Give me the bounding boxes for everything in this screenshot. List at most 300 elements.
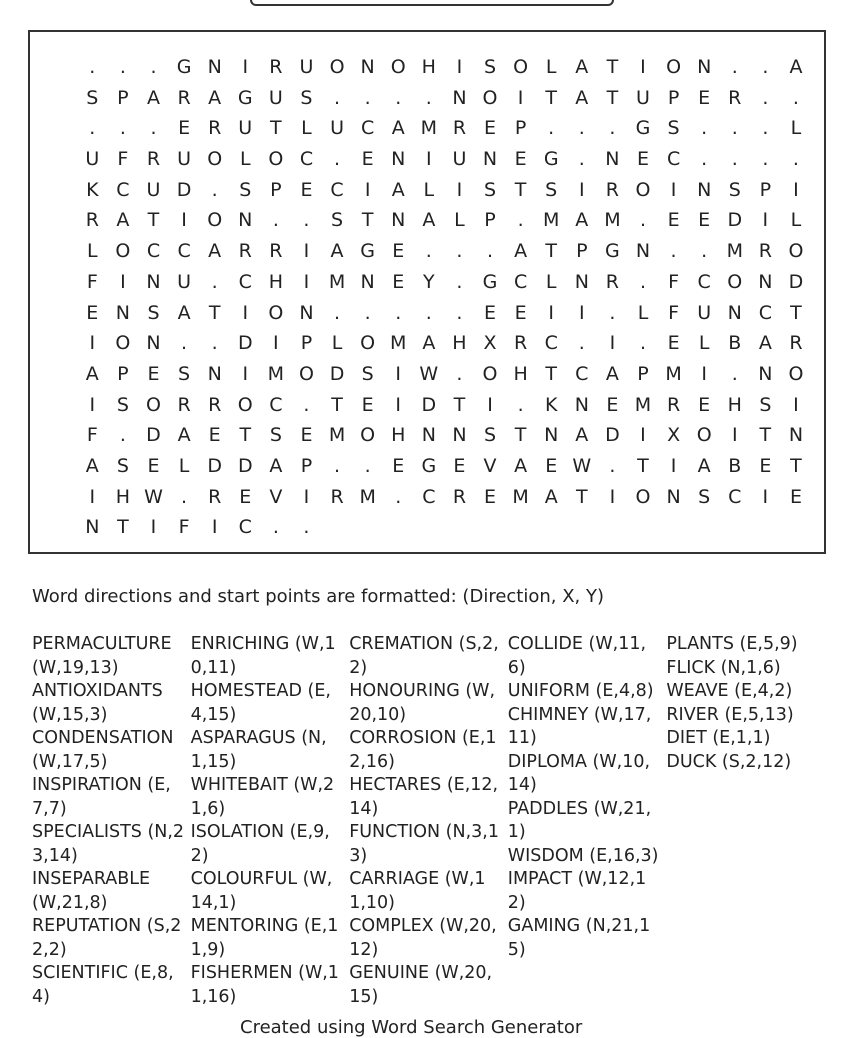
grid-cell: W — [144, 485, 163, 508]
grid-cell: . — [303, 393, 310, 416]
grid-cell: . — [395, 86, 402, 109]
grid-cell: E — [759, 454, 772, 477]
grid-cell: I — [762, 209, 769, 232]
grid-cell: G — [421, 454, 437, 477]
grid-cell: T — [545, 362, 557, 385]
grid-cell: M — [726, 240, 743, 263]
grid-cell: P — [484, 209, 496, 232]
grid-cell: A — [116, 209, 130, 232]
grid-cell: O — [635, 178, 651, 201]
grid-cell: . — [89, 117, 96, 140]
grid-cell: N — [146, 270, 161, 293]
grid-cell: L — [545, 56, 557, 78]
grid-cell: T — [117, 516, 129, 539]
grid-cell: D — [788, 270, 804, 293]
word-item: PLANTS (E,5,9) — [666, 634, 798, 654]
grid-cell: S — [759, 393, 772, 416]
grid-cell: N — [85, 516, 100, 539]
grid-cell: L — [454, 209, 465, 232]
grid-cell: F — [178, 516, 190, 539]
grid-cell: . — [762, 117, 769, 140]
grid-cell: M — [543, 209, 560, 232]
word-column — [191, 633, 350, 1009]
grid-cell: A — [422, 332, 436, 355]
grid-cell: I — [578, 178, 585, 201]
grid-cell: . — [334, 86, 341, 109]
grid-cell: P — [270, 178, 282, 201]
grid-cell: N — [482, 148, 498, 171]
word-column — [508, 633, 667, 1009]
grid-cell: R — [208, 117, 222, 140]
grid-cell: U — [85, 148, 100, 171]
grid-cell: . — [303, 209, 310, 232]
grid-cell: . — [639, 270, 646, 293]
grid-cell: B — [728, 454, 742, 477]
grid-cell: E — [484, 485, 497, 508]
grid-cell: T — [545, 240, 557, 263]
grid-cell: O — [268, 148, 284, 171]
grid-cell: T — [147, 209, 160, 232]
grid-cell: . — [181, 332, 188, 355]
grid-cell: R — [452, 117, 467, 140]
grid-cell: U — [636, 86, 650, 109]
grid-cell: . — [731, 56, 738, 78]
grid-cell: D — [237, 332, 253, 355]
grid-cell: I — [731, 424, 738, 447]
letter-grid — [77, 52, 811, 543]
word-item: HECTARES (E,12,14) — [349, 775, 499, 819]
grid-cell: . — [731, 148, 738, 171]
grid-cell: C — [728, 485, 742, 508]
grid-cell: I — [456, 178, 463, 201]
grid-cell: . — [425, 301, 432, 324]
word-item: WHITEBAIT (W,21,6) — [190, 775, 335, 819]
word-item: CORROSION (E,12,16) — [349, 728, 497, 772]
grid-cell: E — [636, 148, 649, 171]
word-item: CREMATION (S,2,2) — [349, 634, 499, 678]
word-item: ANTIOXIDANTS (W,15,3) — [32, 681, 163, 725]
grid-cell: . — [211, 178, 218, 201]
grid-cell: U — [452, 148, 467, 171]
word-list — [32, 633, 842, 1009]
grid-cell: A — [575, 86, 589, 109]
grid-cell: H — [513, 362, 528, 385]
grid-cell: E — [239, 485, 252, 508]
grid-cell: A — [208, 240, 222, 263]
grid-cell: N — [697, 178, 712, 201]
grid-cell: G — [482, 270, 498, 293]
grid-cell: T — [545, 86, 557, 109]
grid-cell: R — [758, 240, 772, 263]
grid-cell: N — [452, 86, 467, 109]
grid-cell: P — [637, 362, 649, 385]
grid-cell: I — [364, 178, 371, 201]
word-item: FUNCTION (N,3,13) — [349, 822, 499, 866]
grid-cell: A — [85, 362, 99, 385]
grid-cell: M — [634, 393, 652, 416]
word-item: SPECIALISTS (N,23,14) — [32, 822, 185, 866]
grid-cell: R — [177, 86, 191, 109]
grid-cell: N — [360, 56, 375, 78]
grid-cell: H — [452, 332, 467, 355]
grid-cell: D — [207, 454, 222, 477]
grid-cell: A — [269, 454, 283, 477]
grid-cell: I — [793, 393, 799, 416]
grid-cell: L — [239, 148, 251, 171]
grid-cell: F — [668, 301, 680, 324]
word-item: GENUINE (W,20,15) — [349, 963, 493, 1007]
grid-cell: C — [544, 332, 558, 355]
grid-cell: E — [208, 424, 221, 447]
grid-cell: B — [728, 332, 742, 355]
grid-cell: . — [364, 301, 371, 324]
grid-cell: O — [727, 270, 743, 293]
grid-cell: O — [237, 393, 253, 416]
word-column — [666, 633, 825, 1009]
grid-cell: U — [146, 178, 161, 201]
word-column — [32, 633, 191, 1009]
grid-cell: F — [668, 270, 680, 293]
grid-cell: T — [453, 393, 466, 416]
grid-cell: . — [762, 148, 769, 171]
grid-cell: R — [605, 178, 619, 201]
grid-cell: . — [731, 362, 738, 385]
grid-cell: R — [452, 485, 467, 508]
grid-cell: C — [299, 148, 314, 171]
grid-cell: P — [759, 178, 772, 201]
grid-cell: T — [361, 209, 374, 232]
grid-cell: R — [666, 393, 681, 416]
grid-cell: I — [242, 301, 249, 324]
grid-cell: S — [483, 56, 497, 78]
grid-cell: G — [237, 86, 253, 109]
grid-cell: . — [334, 454, 341, 477]
grid-cell: H — [268, 270, 283, 293]
grid-cell: C — [177, 240, 191, 263]
grid-cell: P — [576, 240, 588, 263]
grid-cell: . — [609, 117, 616, 140]
grid-cell: I — [609, 485, 616, 508]
grid-cell: N — [605, 148, 620, 171]
grid-cell: U — [697, 301, 712, 324]
grid-cell: K — [544, 393, 558, 416]
grid-cell: . — [211, 270, 218, 293]
grid-cell: O — [513, 56, 529, 78]
grid-cell: . — [670, 240, 677, 263]
word-item: REPUTATION (S,22,2) — [32, 916, 182, 960]
grid-cell: N — [758, 362, 773, 385]
grid-cell: I — [303, 485, 310, 508]
grid-cell: . — [639, 209, 646, 232]
grid-cell: C — [575, 362, 589, 385]
grid-cell: . — [578, 117, 585, 140]
grid-cell: O — [298, 362, 314, 385]
grid-cell: . — [792, 148, 799, 171]
grid-cell: D — [146, 424, 161, 447]
grid-cell: T — [790, 301, 802, 324]
grid-cell: C — [238, 516, 252, 539]
word-item: SCIENTIFIC (E,8,4) — [32, 963, 174, 1007]
grid-cell: A — [391, 178, 405, 201]
grid-cell: S — [300, 86, 313, 109]
grid-cell: F — [117, 148, 129, 171]
grid-cell: . — [609, 301, 616, 324]
grid-cell: M — [512, 485, 529, 508]
grid-cell: A — [177, 301, 191, 324]
grid-cell: L — [301, 117, 312, 140]
grid-cell: O — [788, 240, 804, 263]
grid-cell: I — [609, 332, 616, 355]
grid-cell: R — [514, 332, 528, 355]
grid-cell: D — [605, 424, 620, 447]
grid-cell: I — [793, 178, 799, 201]
grid-cell: U — [268, 86, 283, 109]
word-item: IMPACT (W,12,12) — [507, 869, 647, 913]
grid-cell: E — [698, 393, 711, 416]
grid-cell: I — [150, 516, 157, 539]
grid-cell: N — [207, 362, 222, 385]
word-item: CHIMNEY (W,17,11) — [507, 704, 652, 748]
grid-cell: R — [208, 485, 222, 508]
grid-cell: M — [328, 270, 346, 293]
grid-cell: . — [639, 332, 646, 355]
word-item: INSPIRATION (E,7,7) — [32, 775, 171, 819]
grid-cell: T — [270, 117, 282, 140]
grid-cell: . — [272, 209, 279, 232]
grid-cell: M — [665, 362, 682, 385]
grid-cell: . — [792, 86, 799, 109]
grid-cell: E — [361, 393, 374, 416]
grid-cell: A — [758, 332, 772, 355]
grid-cell: O — [482, 362, 498, 385]
grid-cell: I — [273, 332, 279, 355]
grid-cell: . — [181, 485, 188, 508]
grid-cell: N — [299, 301, 314, 324]
grid-cell: . — [701, 240, 708, 263]
grid-cell: E — [147, 362, 160, 385]
grid-cell: G — [176, 56, 192, 78]
grid-cell: . — [211, 332, 218, 355]
grid-cell: F — [86, 424, 98, 447]
grid-cell: O — [360, 424, 376, 447]
grid-cell: S — [331, 209, 344, 232]
grid-cell: I — [303, 240, 310, 263]
grid-cell: I — [395, 362, 402, 385]
grid-cell: G — [360, 240, 375, 263]
grid-cell: S — [698, 485, 711, 508]
grid-cell: P — [300, 454, 313, 477]
grid-cell: . — [548, 117, 555, 140]
word-item: ISOLATION (E,9,2) — [190, 822, 330, 866]
grid-cell: . — [364, 86, 371, 109]
grid-cell: I — [578, 301, 585, 324]
grid-cell: C — [146, 240, 161, 263]
grid-cell: I — [456, 56, 463, 78]
word-item: COLOURFUL (W,14,1) — [190, 869, 333, 913]
grid-cell: U — [177, 270, 192, 293]
grid-cell: I — [242, 362, 249, 385]
grid-cell: E — [392, 270, 405, 293]
grid-cell: C — [422, 485, 436, 508]
word-item: ENRICHING (W,10,11) — [190, 634, 336, 678]
grid-cell: T — [606, 86, 619, 109]
grid-cell: . — [762, 56, 769, 78]
grid-cell: . — [425, 86, 432, 109]
grid-cell: . — [701, 148, 708, 171]
grid-cell: C — [758, 301, 772, 324]
word-item: WISDOM (E,16,3) — [507, 845, 659, 866]
word-item: WEAVE (E,4,2) — [666, 681, 793, 701]
grid-cell: E — [392, 454, 405, 477]
grid-cell: A — [605, 362, 619, 385]
grid-cell: M — [604, 209, 621, 232]
grid-cell: S — [361, 362, 374, 385]
grid-cell: L — [331, 332, 343, 355]
grid-cell: I — [640, 56, 646, 78]
grid-cell: O — [207, 209, 223, 232]
grid-cell: A — [391, 117, 405, 140]
grid-cell: . — [701, 117, 708, 140]
word-column — [349, 633, 508, 1009]
grid-cell: N — [727, 301, 742, 324]
word-item: MENTORING (E,11,9) — [190, 916, 339, 960]
grid-cell: F — [86, 270, 98, 293]
grid-cell: . — [456, 301, 463, 324]
word-item: DIPLOMA (W,10,14) — [507, 751, 651, 795]
grid-cell: . — [425, 240, 432, 263]
grid-cell: O — [390, 56, 406, 78]
grid-cell: A — [177, 424, 191, 447]
grid-cell: L — [790, 117, 802, 140]
grid-cell: E — [698, 209, 711, 232]
grid-cell: I — [89, 485, 96, 508]
grid-cell: N — [544, 424, 559, 447]
grid-cell: H — [391, 424, 406, 447]
grid-cell: U — [330, 117, 344, 140]
grid-cell: S — [483, 178, 497, 201]
grid-cell: T — [575, 485, 588, 508]
grid-cell: X — [483, 332, 497, 355]
word-item: HONOURING (W,20,10) — [349, 681, 496, 725]
grid-cell: . — [119, 424, 126, 447]
grid-cell: L — [790, 209, 802, 232]
grid-cell: S — [239, 178, 252, 201]
grid-cell: . — [731, 117, 738, 140]
grid-cell: N — [360, 270, 375, 293]
grid-cell: I — [762, 485, 769, 508]
grid-cell: K — [86, 178, 99, 201]
grid-cell: G — [543, 148, 559, 171]
grid-cell: C — [238, 270, 252, 293]
word-item: UNIFORM (E,4,8) — [507, 681, 654, 701]
grid-cell: C — [697, 270, 711, 293]
grid-cell: S — [667, 117, 680, 140]
grid-cell: A — [330, 240, 344, 263]
grid-cell: H — [115, 485, 131, 508]
grid-cell: M — [267, 362, 285, 385]
grid-cell: I — [303, 270, 310, 293]
grid-cell: I — [487, 393, 493, 416]
grid-cell: O — [146, 393, 161, 416]
grid-cell: L — [423, 178, 435, 201]
grid-cell: U — [238, 117, 253, 140]
word-item: DUCK (S,2,12) — [666, 751, 792, 772]
grid-cell: . — [609, 454, 616, 477]
word-item: FLICK (N,1,6) — [666, 657, 781, 678]
grid-cell: . — [364, 454, 371, 477]
grid-cell: I — [211, 516, 218, 539]
grid-cell: . — [119, 56, 126, 78]
grid-cell: O — [268, 301, 284, 324]
word-item: DIET (E,1,1) — [666, 728, 771, 748]
grid-cell: L — [178, 454, 190, 477]
grid-cell: P — [667, 86, 680, 109]
grid-cell: N — [697, 56, 712, 78]
grid-cell: C — [269, 393, 283, 416]
grid-cell: R — [238, 240, 252, 263]
grid-cell: D — [176, 178, 192, 201]
grid-cell: . — [486, 240, 494, 263]
grid-cell: . — [456, 362, 463, 385]
grid-cell: N — [574, 270, 589, 293]
grid-cell: N — [574, 393, 589, 416]
top-header-tab — [250, 0, 614, 6]
grid-cell: P — [117, 362, 129, 385]
grid-cell: R — [269, 56, 283, 78]
grid-cell: I — [670, 454, 677, 477]
word-item: PERMACULTURE (W,19,13) — [32, 634, 172, 678]
grid-cell: S — [178, 362, 191, 385]
word-item: INSEPARABLE (W,21,8) — [32, 869, 151, 913]
grid-cell: R — [208, 393, 222, 416]
grid-cell: N — [421, 424, 436, 447]
grid-cell: C — [116, 178, 130, 201]
grid-cell: G — [605, 240, 620, 263]
grid-cell: . — [150, 117, 157, 140]
grid-cell: C — [330, 178, 344, 201]
grid-cell: E — [514, 148, 527, 171]
grid-cell: N — [391, 209, 406, 232]
grid-cell: O — [360, 332, 376, 355]
grid-cell: O — [115, 332, 131, 355]
grid-cell: . — [762, 86, 769, 109]
grid-cell: I — [670, 178, 677, 201]
word-item: RIVER (E,5,13) — [666, 704, 794, 725]
grid-cell: R — [605, 270, 619, 293]
grid-cell: E — [484, 117, 497, 140]
grid-cell: E — [300, 424, 313, 447]
grid-cell: G — [635, 117, 651, 140]
grid-cell: S — [483, 424, 497, 447]
grid-cell: D — [727, 209, 743, 232]
grid-cell: R — [728, 86, 742, 109]
grid-cell: A — [85, 454, 99, 477]
grid-cell: X — [667, 424, 681, 447]
grid-cell: S — [86, 86, 99, 109]
grid-cell: T — [790, 454, 802, 477]
grid-cell: A — [146, 86, 160, 109]
grid-cell: . — [334, 148, 341, 171]
grid-cell: T — [331, 393, 343, 416]
grid-cell: C — [666, 148, 681, 171]
grid-cell: A — [697, 454, 711, 477]
grid-cell: D — [329, 362, 345, 385]
grid-cell: O — [788, 362, 804, 385]
grid-cell: T — [759, 424, 772, 447]
word-item: FISHERMEN (W,11,16) — [190, 963, 339, 1007]
grid-cell: E — [484, 301, 497, 324]
grid-cell: N — [666, 485, 681, 508]
